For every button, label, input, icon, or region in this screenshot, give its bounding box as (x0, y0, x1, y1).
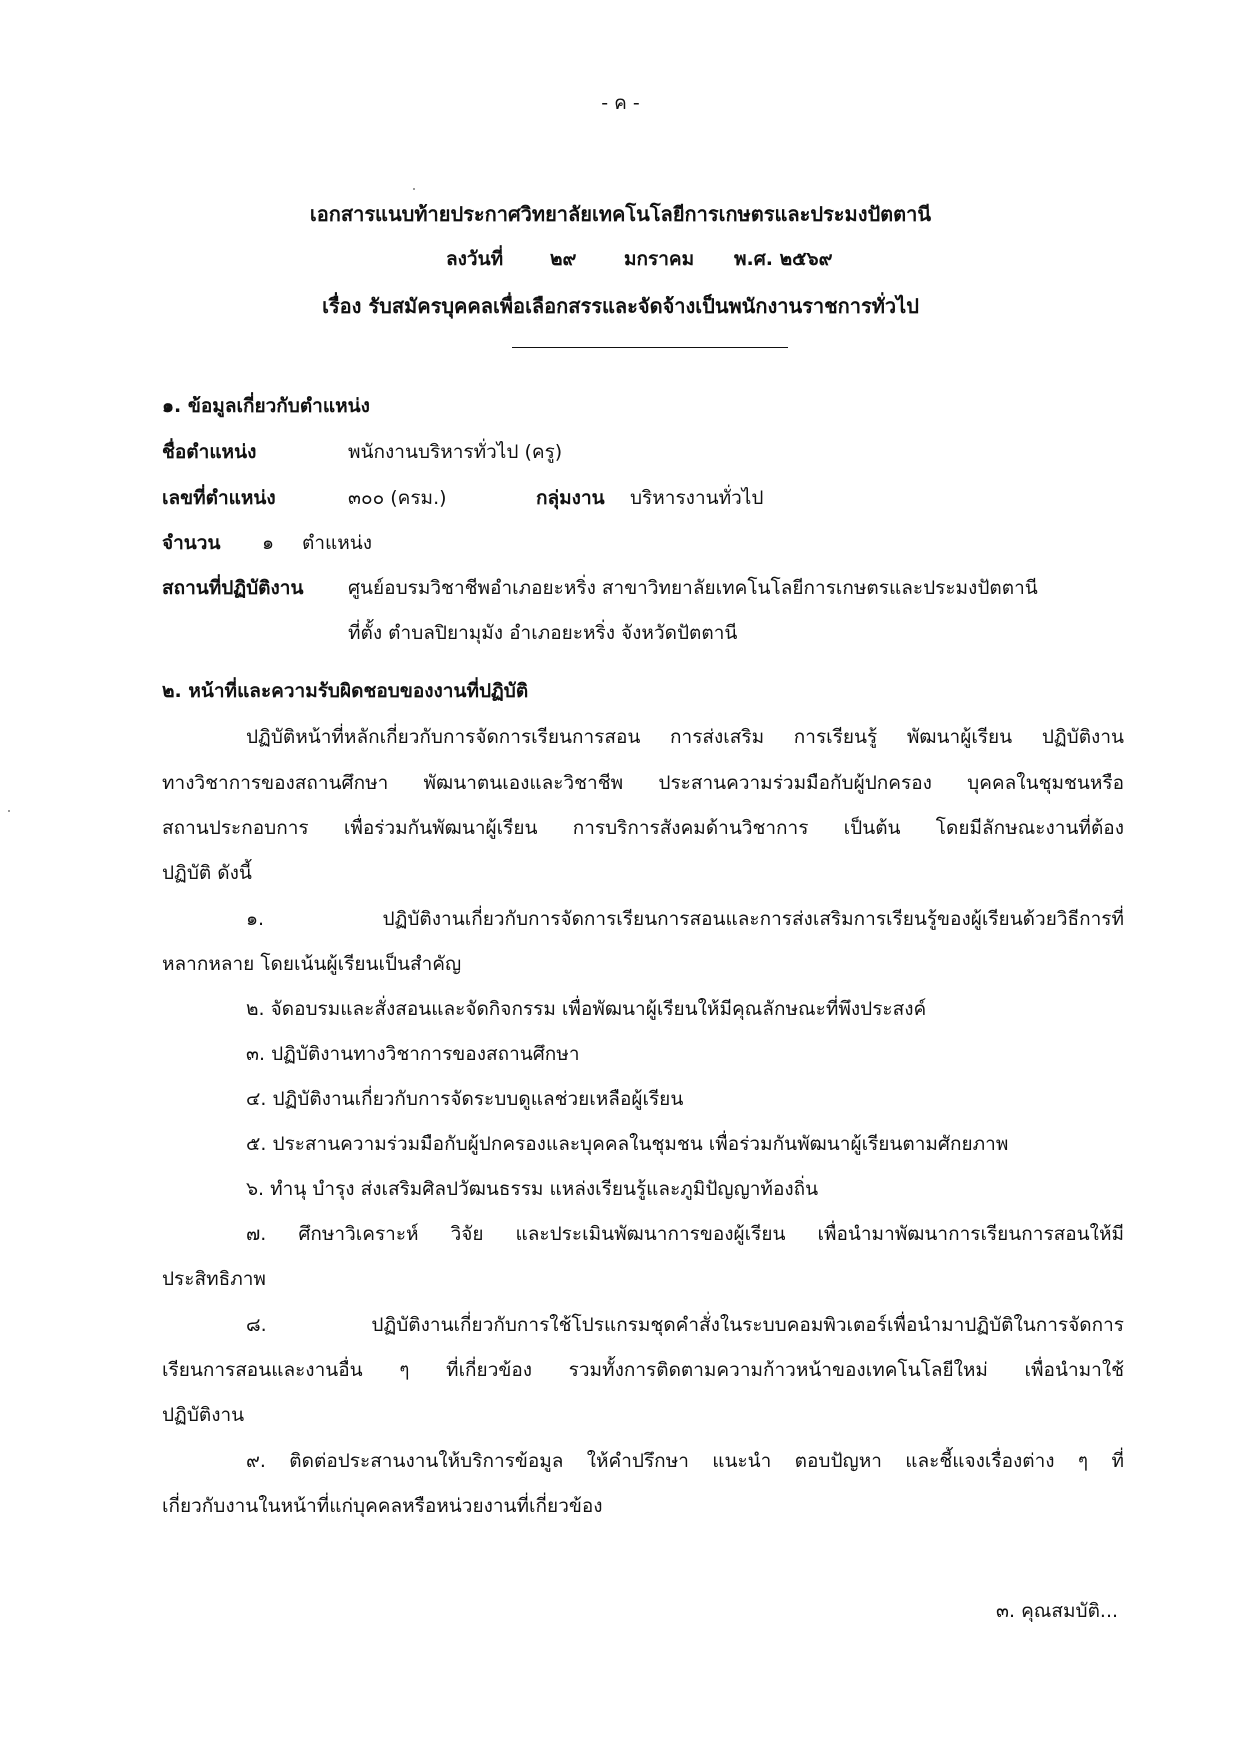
page-marker: - ค - (601, 92, 640, 114)
date-month: มกราคม (624, 248, 695, 270)
scan-speck (8, 810, 10, 812)
position-no-value: ๓๐๐ (ครม.) (348, 487, 447, 509)
duty-item-9-cont: เกี่ยวกับงานในหน้าที่แก่บุคคลหรือหน่วยงานที่เกี่ยวข้อง (162, 1495, 603, 1517)
duty-item-2: ๒. จัดอบรมและสั่งสอนและจัดกิจกรรม เพื่อพัฒนาผู้เรียนให้มีคุณลักษณะที่พึงประสงค์ (246, 998, 927, 1020)
group-value: บริหารงานทั่วไป (630, 487, 764, 509)
duty-item-8: ๘. ปฏิบัติงานเกี่ยวกับการใช้โปรแกรมชุดคำสั่งในระบบคอมพิวเตอร์เพื่อนำมาปฏิบัติในการจัดการ (246, 1314, 1124, 1336)
intro-line: ปฏิบัติหน้าที่หลักเกี่ยวกับการจัดการเรียนการสอน การส่งเสริม การเรียนรู้ พัฒนาผู้เรียน ปฏิบัติงาน (246, 726, 1124, 748)
duty-item-8-cont: ปฏิบัติงาน (162, 1404, 245, 1426)
duty-item-6: ๖. ทำนุ บำรุง ส่งเสริมศิลปวัฒนธรรม แหล่งเรียนรู้และภูมิปัญญาท้องถิ่น (246, 1178, 819, 1200)
position-name-label: ชื่อตำแหน่ง (162, 441, 257, 463)
duty-item-3: ๓. ปฏิบัติงานทางวิชาการของสถานศึกษา (246, 1043, 580, 1065)
duty-item-8-cont: เรียนการสอนและงานอื่น ๆ ที่เกี่ยวข้อง รวมทั้งการติดตามความก้าวหน้าของเทคโนโลยีใหม่ เพื่อนำมาใช้ (162, 1359, 1124, 1381)
intro-line: สถานประกอบการ เพื่อร่วมกันพัฒนาผู้เรียน การบริการสังคมด้านวิชาการ เป็นต้น โดยมีลักษณะงานที่ต้อง (162, 817, 1124, 839)
continuation-note: ๓. คุณสมบัติ... (996, 1600, 1119, 1622)
date-label: ลงวันที่ (446, 248, 504, 270)
count-label: จำนวน (162, 532, 221, 554)
count-value: ๑ (262, 532, 275, 554)
workplace-label: สถานที่ปฏิบัติงาน (162, 577, 304, 599)
duty-item-4: ๔. ปฏิบัติงานเกี่ยวกับการจัดระบบดูแลช่วยเหลือผู้เรียน (246, 1088, 684, 1110)
duty-item-7-cont: ประสิทธิภาพ (162, 1268, 266, 1290)
section1-heading: ๑. ข้อมูลเกี่ยวกับตำแหน่ง (162, 395, 370, 417)
title-divider (512, 347, 788, 348)
duty-item-7: ๗. ศึกษาวิเคราะห์ วิจัย และประเมินพัฒนาการของผู้เรียน เพื่อนำมาพัฒนาการเรียนการสอนให้มี (246, 1223, 1124, 1245)
intro-line: ปฏิบัติ ดังนี้ (162, 862, 252, 884)
position-name-value: พนักงานบริหารทั่วไป (ครู) (348, 441, 563, 463)
document-subject: เรื่อง รับสมัครบุคคลเพื่อเลือกสรรและจัดจ้างเป็นพนักงานราชการทั่วไป (322, 294, 919, 318)
position-no-label: เลขที่ตำแหน่ง (162, 487, 276, 509)
duty-item-5: ๕. ประสานความร่วมมือกับผู้ปกครองและบุคคลในชุมชน เพื่อร่วมกันพัฒนาผู้เรียนตามศักยภาพ (246, 1133, 1009, 1155)
scan-speck (413, 188, 415, 190)
date-day: ๒๙ (550, 248, 577, 270)
workplace-line1: ศูนย์อบรมวิชาชีพอำเภอยะหริ่ง สาขาวิทยาลัยเทคโนโลยีการเกษตรและประมงปัตตานี (348, 577, 1038, 599)
section2-heading: ๒. หน้าที่และความรับผิดชอบของงานที่ปฏิบัติ (162, 680, 529, 702)
duty-item-9: ๙. ติดต่อประสานงานให้บริการข้อมูล ให้คำปรึกษา แนะนำ ตอบปัญหา และชี้แจงเรื่องต่าง ๆ ที่ (246, 1450, 1124, 1472)
duty-item-1-cont: หลากหลาย โดยเน้นผู้เรียนเป็นสำคัญ (162, 953, 462, 975)
group-label: กลุ่มงาน (536, 487, 605, 509)
duty-item-1: ๑. ปฏิบัติงานเกี่ยวกับการจัดการเรียนการสอนและการส่งเสริมการเรียนรู้ของผู้เรียนด้วยวิธีการที่ (246, 908, 1124, 930)
document-title: เอกสารแนบท้ายประกาศวิทยาลัยเทคโนโลยีการเกษตรและประมงปัตตานี (309, 202, 932, 226)
count-unit: ตำแหน่ง (302, 532, 373, 554)
intro-line: ทางวิชาการของสถานศึกษา พัฒนาตนเองและวิชาชีพ ประสานความร่วมมือกับผู้ปกครอง บุคคลในชุมชนหรือ (162, 772, 1124, 794)
date-year: พ.ศ. ๒๕๖๙ (734, 248, 833, 270)
workplace-line2: ที่ตั้ง ตำบลปิยามุมัง อำเภอยะหริ่ง จังหวัดปัตตานี (348, 622, 738, 644)
